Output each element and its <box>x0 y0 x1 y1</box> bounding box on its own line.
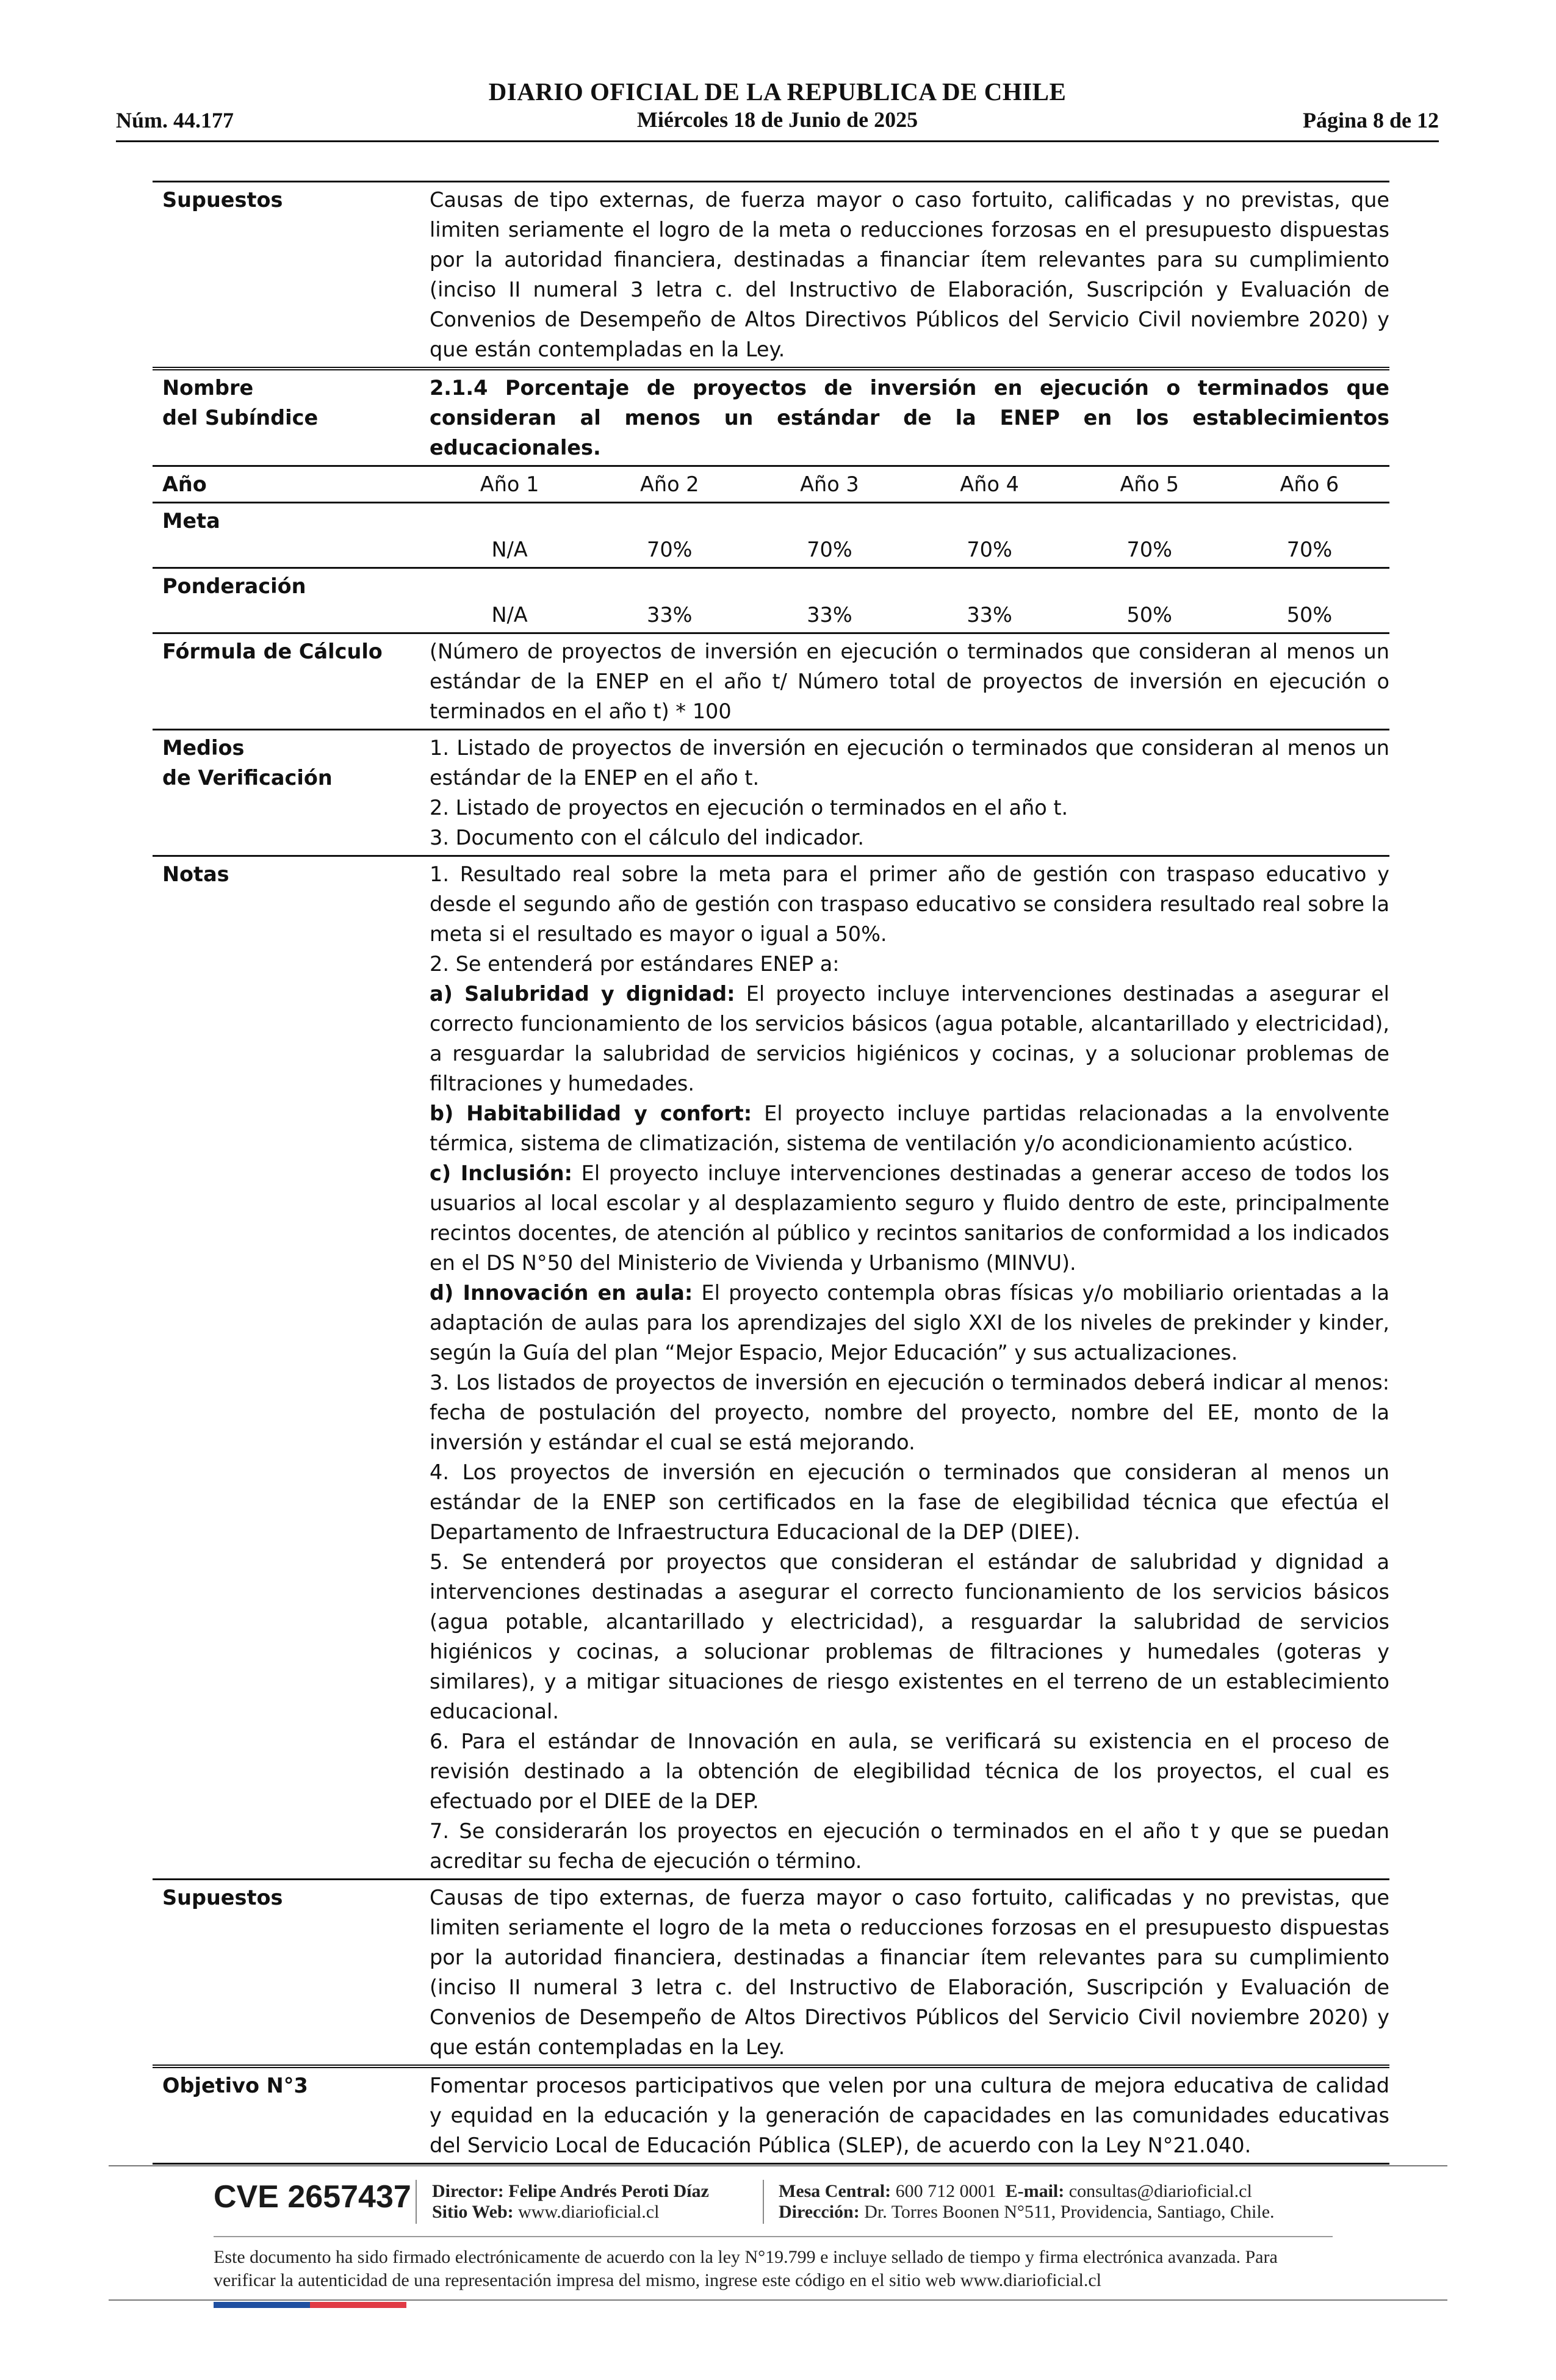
row-supuestos-2 <box>153 1880 1389 2068</box>
year-cell: Año 3 <box>800 472 859 496</box>
page-number: Página 8 de 12 <box>1302 108 1439 132</box>
row-label: Supuestos <box>162 188 283 212</box>
publication-title: DIARIO OFICIAL DE LA REPUBLICA DE CHILE <box>488 78 1067 106</box>
footer-director-block <box>432 2181 709 2223</box>
row-label: Notas <box>162 862 229 886</box>
meta-cell: N/A <box>491 538 528 561</box>
note-subtext: El proyecto contempla obras físicas y/o mobiliario orientadas a la adaptación de aulas para los aprendizajes del siglo XXI de los niveles de prekinder y kinder, según la Guía del plan “Mejor Espacio, Mejor Educación” y sus actualizaciones. <box>430 1281 1389 1365</box>
footer-rule-top <box>109 2165 1447 2166</box>
director-label: Director: <box>432 2181 504 2201</box>
director-line <box>432 2181 709 2202</box>
cve-code: CVE 2657437 <box>214 2179 411 2215</box>
legal-notice: Este documento ha sido firmado electrónicamente de acuerdo con la ley N°19.799 e incluye sellado de tiempo y firma electrónica avanzada. Para verificar la autenticidad de una representación impresa del mismo, ingrese este código en el sitio web www.diarioficial.cl <box>214 2247 1278 2290</box>
weight-cell: N/A <box>491 603 528 627</box>
publication-date: Miércoles 18 de Junio de 2025 <box>636 107 918 132</box>
row-notas <box>153 857 1389 1880</box>
row-ponderacion <box>153 569 1389 634</box>
notes-body <box>430 859 1389 1876</box>
website-link[interactable]: www.diarioficial.cl <box>513 2202 660 2222</box>
note-item: 5. Se entenderá por proyectos que consideran el estándar de salubridad y dignidad a intervenciones destinadas a asegurar el correcto funcionamiento de los servicios básicos (agua potable, alcantarillado y electricidad), a resguardar la salubridad de servicios higiénicos y cocinas, a solucionar problemas de filtraciones y humedales (goteras y similares), y a mitigar situaciones de riesgo existentes en el terreno de un establecimiento educacional. <box>430 1550 1389 1723</box>
note-item: 6. Para el estándar de Innovación en aula, se verificará su existencia en el proceso de revisión destinado a la obtención de elegibilidad técnica de los proyectos, el cual es efectuado por el DIEE de la DEP. <box>430 1729 1389 1813</box>
row-objetivo <box>153 2068 1389 2165</box>
masthead-rule <box>116 140 1439 142</box>
row-label: Supuestos <box>162 1886 283 1909</box>
year-cell: Año 5 <box>1120 472 1180 496</box>
list-item: 1. Listado de proyectos de inversión en ejecución o terminados que consideran al menos un estándar de la ENEP en el año t. <box>430 736 1389 790</box>
weight-cell: 50% <box>1286 603 1333 627</box>
note-item <box>430 1158 1389 1278</box>
year-cells <box>430 469 1389 499</box>
contact-line <box>779 2181 1275 2202</box>
note-item <box>430 979 1389 1098</box>
issue-number: Núm. 44.177 <box>116 108 234 132</box>
note-item: 7. Se considerarán los proyectos en ejecución o terminados en el año t y que se puedan acreditar su fecha de ejecución o término. <box>430 1819 1389 1873</box>
row-nombre-subindice <box>153 370 1389 467</box>
address-value: Dr. Torres Boonen N°511, Providencia, Santiago, Chile. <box>859 2202 1275 2222</box>
flag-stripe-red <box>310 2302 406 2308</box>
address-label: Dirección: <box>779 2202 860 2222</box>
note-item: 1. Resultado real sobre la meta para el primer año de gestión con traspaso educativo y desde el segundo año de gestión con traspaso educativo se considera resultado real sobre la meta si el resultado es mayor o igual a 50%. <box>430 862 1389 946</box>
row-formula <box>153 634 1389 730</box>
row-label: Meta <box>162 509 220 533</box>
indicator-table <box>153 181 1389 2165</box>
formula-text: (Número de proyectos de inversión en ejecución o terminados que consideran al menos un estándar de la ENEP en el año t/ Número total de proyectos de inversión en ejecución o terminados en el año t) * 100 <box>430 640 1389 723</box>
note-item: 3. Los listados de proyectos de inversión en ejecución o terminados deberá indicar al menos: fecha de postulación del proyecto, nombre del proyecto, nombre del EE, monto de la inversión y estándar el cual se está mejorando. <box>430 1371 1389 1454</box>
flag-stripe-blue <box>214 2302 310 2308</box>
note-subtitle: b) Habitabilidad y confort: <box>430 1102 752 1125</box>
masthead <box>116 72 1439 144</box>
row-label <box>153 733 430 853</box>
website-line <box>432 2202 709 2223</box>
list-item: 2. Listado de proyectos en ejecución o terminados en el año t. <box>430 796 1068 820</box>
note-item: 2. Se entenderá por estándares ENEP a: <box>430 952 840 976</box>
row-label: Ponderación <box>162 574 306 598</box>
meta-cell: 70% <box>647 538 693 561</box>
meta-cell: 70% <box>967 538 1012 561</box>
meta-cells <box>430 506 1389 564</box>
phone-label: Mesa Central: <box>779 2181 891 2201</box>
address-line <box>779 2202 1275 2223</box>
masthead-center <box>116 77 1439 133</box>
label-line: Medios <box>162 736 245 760</box>
weight-cell: 33% <box>807 603 852 627</box>
row-label: Año <box>162 472 207 496</box>
note-item <box>430 1278 1389 1368</box>
year-cell: Año 1 <box>480 472 539 496</box>
note-item: 4. Los proyectos de inversión en ejecución o terminados que consideran al menos un estándar de la ENEP son certificados en la fase de elegibilidad técnica que efectúa el Departamento de Infraestructura Educacional de la DEP (DIEE). <box>430 1460 1389 1544</box>
meta-cell: 70% <box>1286 538 1333 561</box>
year-cell: Año 2 <box>639 472 699 496</box>
year-cell: Año 6 <box>1280 472 1339 496</box>
note-subtitle: c) Inclusión: <box>430 1161 573 1185</box>
footer-contact-block <box>779 2181 1275 2223</box>
objective-text: Fomentar procesos participativos que velen por una cultura de mejora educativa de calidad y equidad en la educación y la generación de capacidades en las comunidades educativas del Servicio Local de Educación Pública (SLEP), de acuerdo con la Ley N°21.040. <box>430 2074 1389 2157</box>
meta-cell: 70% <box>807 538 852 561</box>
weight-cells <box>430 571 1389 630</box>
year-cell: Año 4 <box>960 472 1019 496</box>
weight-cell: 33% <box>647 603 693 627</box>
note-subtext: El proyecto incluye partidas relacionadas a la envolvente térmica, sistema de climatización, sistema de ventilación y/o acondicionamiento acústico. <box>430 1102 1389 1155</box>
note-subtext: El proyecto incluye intervenciones destinadas a asegurar el correcto funcionamiento de los servicios básicos (agua potable, alcantarillado y electricidad), a resguardar la salubridad de servicios higiénicos y cocinas, y a solucionar problemas de filtraciones y humedades. <box>430 982 1389 1095</box>
email-link[interactable]: consultas@diarioficial.cl <box>1064 2181 1252 2201</box>
footer-rule-mid <box>214 2236 1333 2237</box>
verification-list <box>430 733 1389 853</box>
director-name: Felipe Andrés Peroti Díaz <box>503 2181 709 2201</box>
row-anio <box>153 467 1389 503</box>
note-subtext: El proyecto incluye intervenciones destinadas a generar acceso de todos los usuarios al local escolar y al desplazamiento seguro y fluido dentro de este, principalmente recintos docentes, de atención al público y recintos sanitarios de conformidad a los indicados en el DS N°50 del Ministerio de Vivienda y Urbanismo (MINVU). <box>430 1161 1389 1275</box>
footer-divider <box>763 2180 764 2224</box>
row-value: Causas de tipo externas, de fuerza mayor o caso fortuito, calificadas y no previstas, que limiten seriamente el logro de la meta o reducciones forzosas en el presupuesto dispuestas por la autoridad financiera, destinadas a financiar ítem relevantes para su cumplimiento (inciso II numeral 3 letra c. del Instructivo de Elaboración, Suscripción y Evaluación de Convenios de Desempeño de Altos Directivos Públicos del Servicio Civil noviembre 2020) y que están contempladas en la Ley. <box>430 188 1389 361</box>
label-line: Nombre <box>162 376 254 400</box>
weight-cell: 33% <box>967 603 1012 627</box>
phone-value: 600 712 0001 <box>891 2181 996 2201</box>
weight-cell: 50% <box>1126 603 1172 627</box>
list-item: 3. Documento con el cálculo del indicador. <box>430 826 865 849</box>
meta-cell: 70% <box>1126 538 1172 561</box>
footer-rule-bottom <box>109 2299 1447 2301</box>
note-item <box>430 1098 1389 1158</box>
row-value: Causas de tipo externas, de fuerza mayor o caso fortuito, calificadas y no previstas, que limiten seriamente el logro de la meta o reducciones forzosas en el presupuesto dispuestas por la autoridad financiera, destinadas a financiar ítem relevantes para su cumplimiento (inciso II numeral 3 letra c. del Instructivo de Elaboración, Suscripción y Evaluación de Convenios de Desempeño de Altos Directivos Públicos del Servicio Civil noviembre 2020) y que están contempladas en la Ley. <box>430 1886 1389 2059</box>
footer-divider <box>416 2180 417 2224</box>
label-line: del Subíndice <box>162 406 319 430</box>
website-label: Sitio Web: <box>432 2202 514 2222</box>
email-label: E-mail: <box>1005 2181 1065 2201</box>
row-label: Objetivo N°3 <box>162 2074 308 2097</box>
label-line: de Verificación <box>162 766 333 790</box>
note-subtitle: d) Innovación en aula: <box>430 1281 693 1305</box>
row-label <box>153 373 430 463</box>
row-label: Fórmula de Cálculo <box>162 640 383 663</box>
row-medios-verificacion <box>153 730 1389 857</box>
row-supuestos <box>153 182 1389 370</box>
row-meta <box>153 503 1389 569</box>
subindex-name: 2.1.4 Porcentaje de proyectos de inversión en ejecución o terminados que consideran al menos un estándar de la ENEP en los establecimientos educacionales. <box>430 376 1389 460</box>
note-subtitle: a) Salubridad y dignidad: <box>430 982 735 1006</box>
